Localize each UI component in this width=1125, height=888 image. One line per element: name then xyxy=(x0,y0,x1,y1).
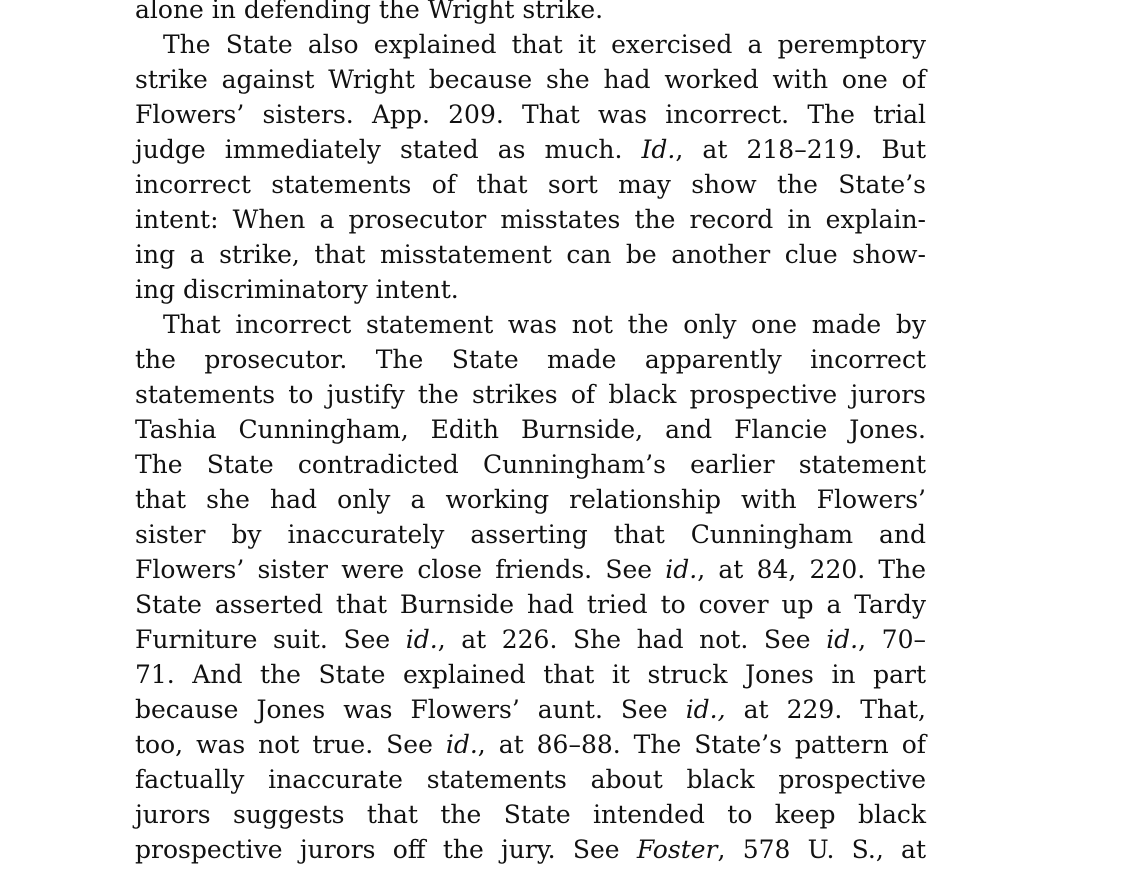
text-line xyxy=(135,412,926,447)
text-line xyxy=(135,167,926,202)
text-segment: ing a strike, that misstatement can be another clue show- xyxy=(135,240,926,269)
text-line xyxy=(135,762,926,797)
text-line xyxy=(135,587,926,622)
text-line xyxy=(135,202,926,237)
text-segment: , 578 U. S., at xyxy=(717,835,926,864)
text-segment: prospective jurors off the jury. See xyxy=(135,835,637,864)
italic-citation: id., xyxy=(685,695,726,724)
italic-citation: Id. xyxy=(641,135,676,164)
text-line xyxy=(135,657,926,692)
text-segment: ing discriminatory intent. xyxy=(135,275,459,304)
italic-citation: id. xyxy=(826,625,859,654)
text-segment: judge immediately stated as much. xyxy=(135,135,642,164)
italic-citation: id. xyxy=(445,730,478,759)
text-line xyxy=(135,797,926,832)
text-segment: the prosecutor. The State made apparently incorrect xyxy=(135,345,926,374)
text-line xyxy=(135,832,926,867)
text-segment: , at 84, 220. The xyxy=(697,555,926,584)
text-segment: jurors suggests that the State intended to keep black xyxy=(135,800,926,829)
text-segment: Furniture suit. See xyxy=(135,625,406,654)
text-segment: , at 226. She had not. See xyxy=(437,625,827,654)
text-segment: that she had only a working relationship with Flowers’ xyxy=(135,485,926,514)
text-segment: alone in defending the Wright strike. xyxy=(135,0,604,24)
text-segment: intent: When a prosecutor misstates the record in explain- xyxy=(135,205,926,234)
text-line xyxy=(135,692,926,727)
text-line xyxy=(135,622,926,657)
text-segment: Flowers’ sister were close friends. See xyxy=(135,555,666,584)
text-segment: at 229. That, xyxy=(725,695,926,724)
text-line xyxy=(135,342,926,377)
text-segment: strike against Wright because she had worked with one of xyxy=(135,65,926,94)
text-segment: , 70– xyxy=(858,625,926,654)
text-line xyxy=(135,132,926,167)
text-segment: because Jones was Flowers’ aunt. See xyxy=(135,695,686,724)
text-segment: That incorrect statement was not the only one made by xyxy=(163,310,926,339)
text-line xyxy=(135,97,926,132)
text-line xyxy=(135,447,926,482)
text-line xyxy=(135,552,926,587)
text-segment: incorrect statements of that sort may show the State’s xyxy=(135,170,926,199)
text-segment: , at 218–219. But xyxy=(675,135,927,164)
text-segment: , at 86–88. The State’s pattern of xyxy=(477,730,926,759)
italic-citation: id. xyxy=(405,625,438,654)
text-segment: Flowers’ sisters. App. 209. That was incorrect. The trial xyxy=(135,100,926,129)
text-line xyxy=(135,62,926,97)
text-line xyxy=(135,377,926,412)
paragraph-first-line xyxy=(163,307,926,342)
text-segment: statements to justify the strikes of black prospective jurors xyxy=(135,380,926,409)
text-segment: The State also explained that it exercised a peremptory xyxy=(163,30,926,59)
text-line xyxy=(135,0,926,27)
paragraph-last-line xyxy=(135,272,926,307)
text-line xyxy=(135,482,926,517)
text-segment: The State contradicted Cunningham’s earlier statement xyxy=(135,450,926,479)
text-line xyxy=(135,237,926,272)
text-line xyxy=(135,727,926,762)
text-segment: too, was not true. See xyxy=(135,730,446,759)
text-segment: State asserted that Burnside had tried to cover up a Tardy xyxy=(135,590,926,619)
text-segment: 71. And the State explained that it struck Jones in part xyxy=(135,660,926,689)
text-segment: factually inaccurate statements about black prospective xyxy=(135,765,926,794)
text-line xyxy=(135,517,926,552)
text-segment: sister by inaccurately asserting that Cunningham and xyxy=(135,520,926,549)
italic-citation: Foster xyxy=(636,835,718,864)
italic-citation: id. xyxy=(665,555,698,584)
paragraph-first-line xyxy=(163,27,926,62)
text-segment: Tashia Cunningham, Edith Burnside, and Flancie Jones. xyxy=(135,415,926,444)
